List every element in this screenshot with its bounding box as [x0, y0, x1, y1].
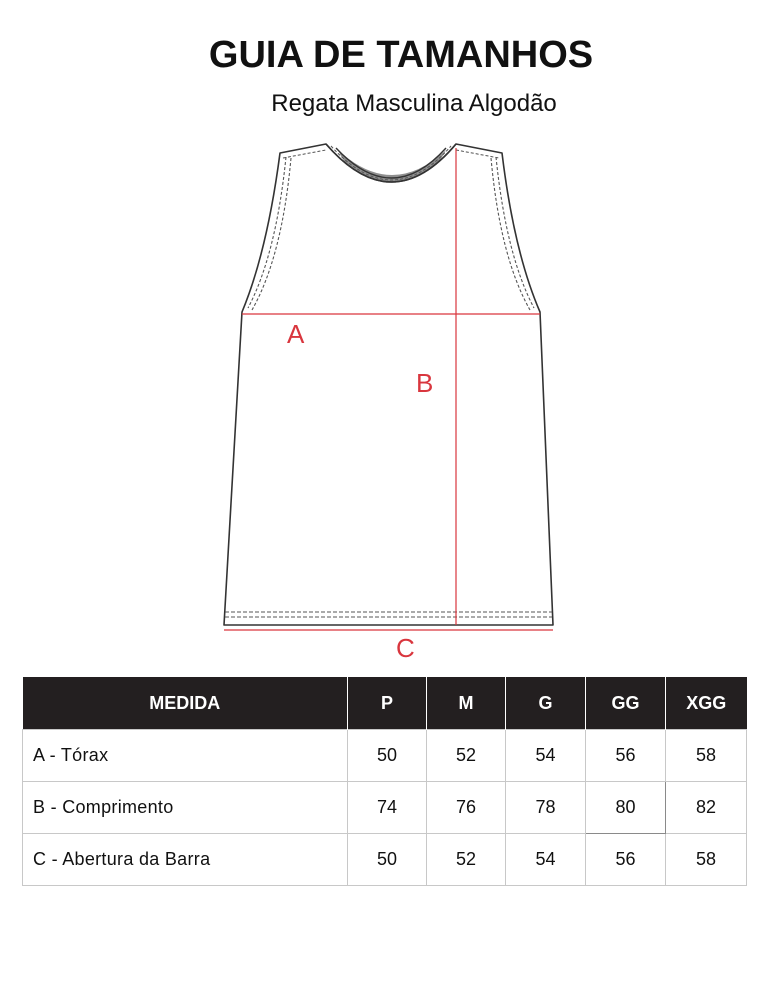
header-size-m: M: [427, 677, 506, 730]
measure-label-b: B: [416, 368, 434, 398]
table-row: [23, 782, 747, 834]
table-cell: 56: [586, 834, 666, 886]
table-cell: 74: [348, 782, 427, 834]
header-size-p: P: [348, 677, 427, 730]
measure-label-a: A: [287, 319, 305, 349]
table-cell: 52: [427, 730, 506, 782]
row-label: B - Comprimento: [23, 782, 348, 834]
garment-outline: [224, 144, 553, 625]
table-cell: 80: [586, 782, 666, 834]
header-size-gg: GG: [586, 677, 666, 730]
row-label: A - Tórax: [23, 730, 348, 782]
table-cell: 50: [348, 834, 427, 886]
header-size-g: G: [506, 677, 586, 730]
header-medida: MEDIDA: [23, 677, 348, 730]
header-size-xgg: XGG: [666, 677, 747, 730]
table-cell: 58: [666, 834, 747, 886]
table-cell: 76: [427, 782, 506, 834]
page-subtitle: Regata Masculina Algodão: [271, 90, 557, 117]
table-header-row: [23, 677, 747, 730]
table-cell: 54: [506, 834, 586, 886]
table-cell: 50: [348, 730, 427, 782]
table-cell: 58: [666, 730, 747, 782]
table-row: [23, 834, 747, 886]
table-cell: 52: [427, 834, 506, 886]
size-table: [22, 677, 747, 886]
table-row: [23, 730, 747, 782]
table-cell: 78: [506, 782, 586, 834]
table-cell: 54: [506, 730, 586, 782]
table-cell: 82: [666, 782, 747, 834]
table-cell: 56: [586, 730, 666, 782]
page-title: GUIA DE TAMANHOS: [208, 34, 594, 76]
row-label: C - Abertura da Barra: [23, 834, 348, 886]
measure-label-c: C: [396, 633, 415, 663]
